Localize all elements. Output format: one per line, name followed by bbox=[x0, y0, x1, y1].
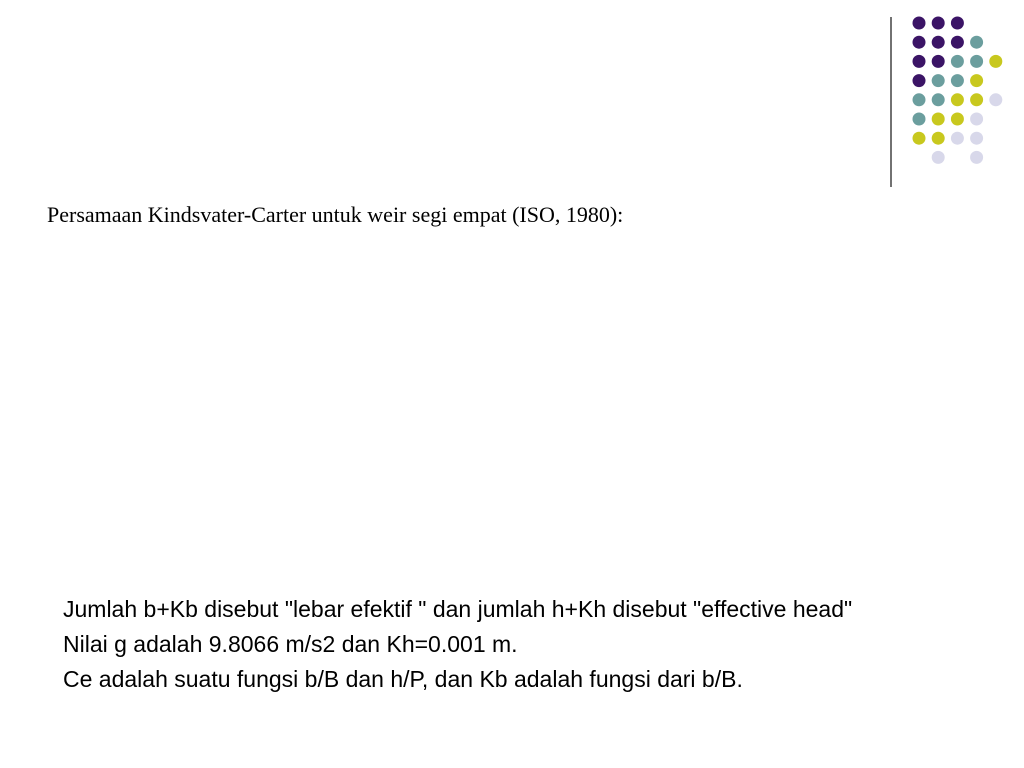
decor-dot bbox=[951, 93, 964, 106]
dot-group bbox=[913, 17, 1003, 164]
decor-dot bbox=[913, 55, 926, 68]
slide-title: Persamaan Kindsvater-Carter untuk weir segi empat (ISO, 1980): bbox=[47, 202, 624, 227]
decor-dot bbox=[932, 132, 945, 145]
note-line-3: Ce adalah suatu fungsi b/B dan h/P, dan Kb adalah fungsi dari b/B. bbox=[63, 666, 743, 692]
decor-dot bbox=[970, 74, 983, 87]
decor-dot bbox=[913, 17, 926, 30]
decor-dot bbox=[913, 93, 926, 106]
decor-dot bbox=[932, 74, 945, 87]
decor-dot bbox=[932, 55, 945, 68]
decor-dot bbox=[970, 93, 983, 106]
decor-dot bbox=[970, 55, 983, 68]
decor-dot bbox=[913, 74, 926, 87]
decor-dot bbox=[951, 132, 964, 145]
decor-dot bbox=[970, 113, 983, 126]
notes-block bbox=[63, 592, 1024, 697]
decor-dot bbox=[913, 113, 926, 126]
decorative-dot-grid bbox=[0, 0, 1024, 200]
decor-dot bbox=[951, 17, 964, 30]
decor-dot bbox=[932, 17, 945, 30]
decor-dot bbox=[913, 36, 926, 49]
decor-dot bbox=[951, 55, 964, 68]
decor-dot bbox=[970, 132, 983, 145]
decor-dot bbox=[913, 132, 926, 145]
note-line-1: Jumlah b+Kb disebut "lebar efektif " dan jumlah h+Kh disebut "effective head" bbox=[63, 596, 853, 622]
decor-dot bbox=[989, 55, 1002, 68]
decor-dot bbox=[970, 36, 983, 49]
decor-dot bbox=[932, 93, 945, 106]
decor-dot bbox=[951, 36, 964, 49]
decor-dot bbox=[989, 93, 1002, 106]
decor-dot bbox=[951, 74, 964, 87]
decor-dot bbox=[932, 113, 945, 126]
decor-dot bbox=[932, 36, 945, 49]
decor-dot bbox=[951, 113, 964, 126]
decor-dot bbox=[970, 151, 983, 164]
note-line-2: Nilai g adalah 9.8066 m/s2 dan Kh=0.001 m. bbox=[63, 631, 518, 657]
decor-dot bbox=[932, 151, 945, 164]
